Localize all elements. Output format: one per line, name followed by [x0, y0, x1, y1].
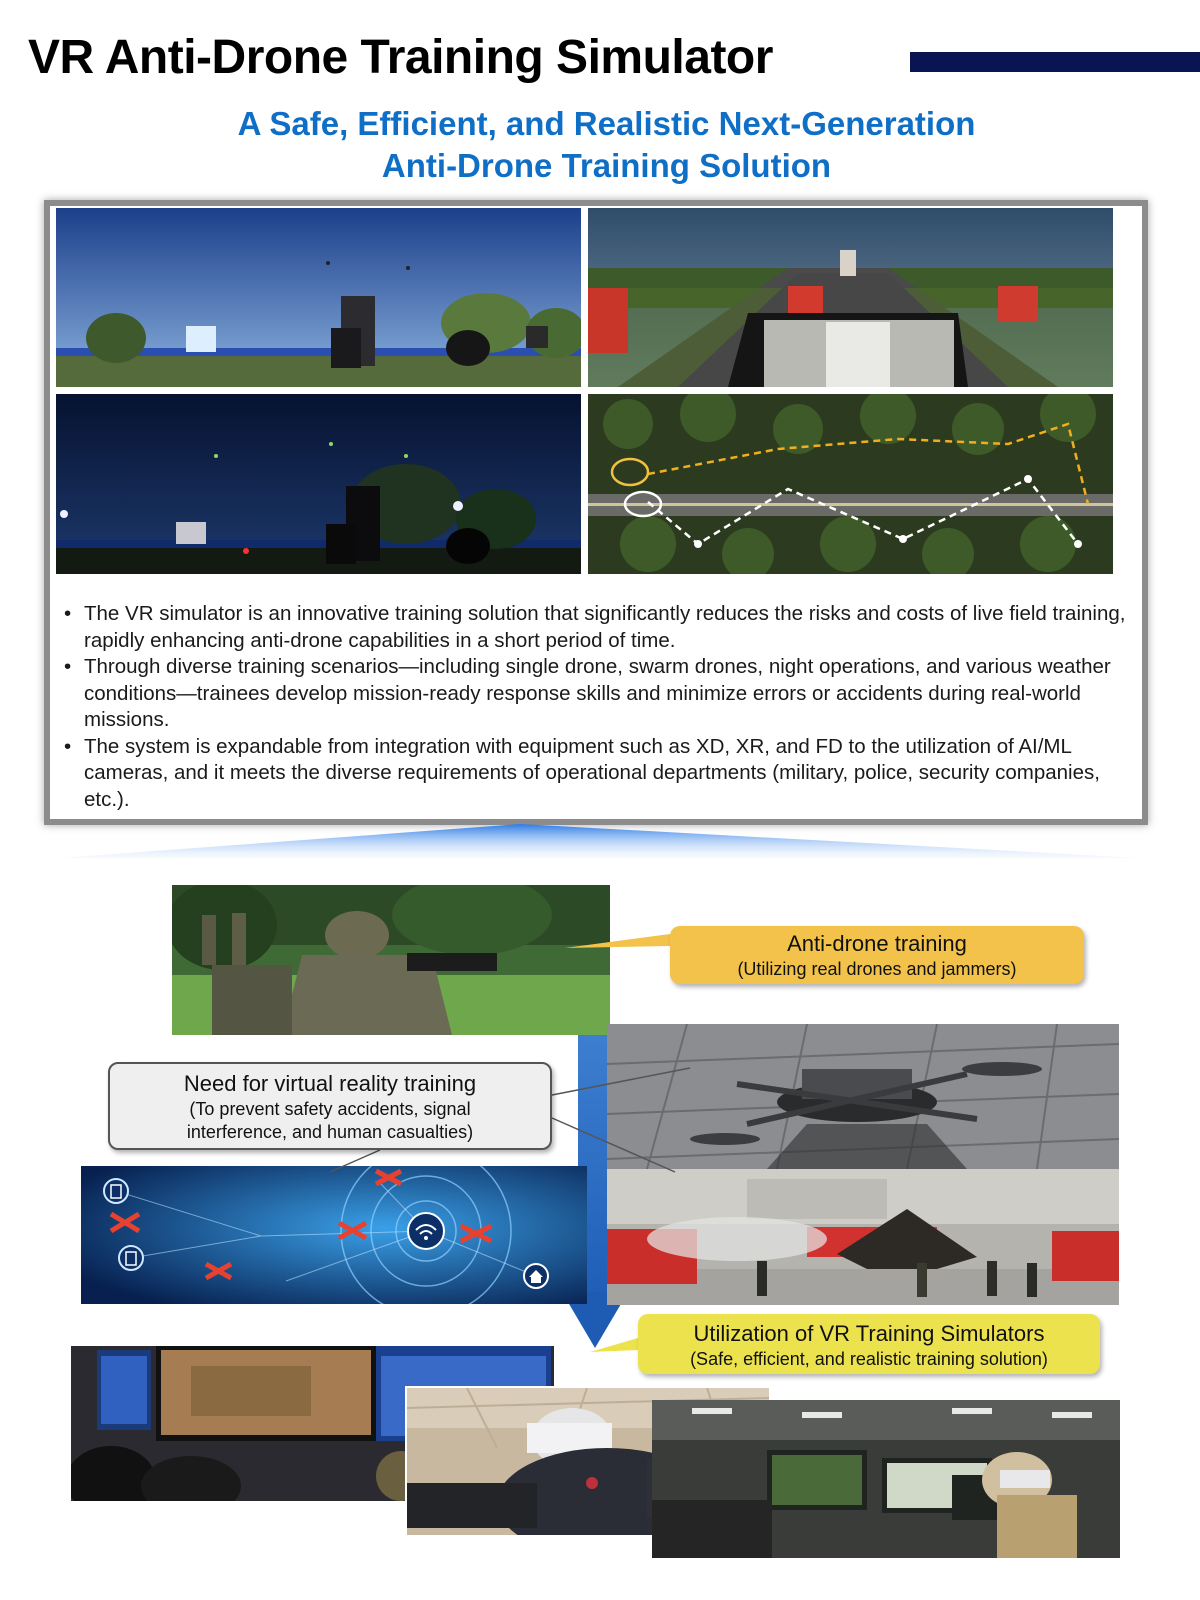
callout-vr-use-title: Utilization of VR Training Simulators — [693, 1321, 1045, 1346]
info-box — [44, 200, 1148, 825]
title-accent-bar — [910, 52, 1200, 72]
callout-vr-need — [108, 1062, 552, 1150]
photo-crash-site — [607, 1169, 1119, 1305]
bullet-item: • The VR simulator is an innovative training solution that significantly reduces the risks and costs of live field training, rapidly enhancing anti-drone capabilities in a short period of time. — [64, 601, 1134, 654]
callout-vr-use-detail: (Safe, efficient, and realistic training solution) — [690, 1349, 1048, 1369]
subtitle-line-1: A Safe, Efficient, and Realistic Next-Generation — [237, 105, 976, 142]
tablet-icon — [104, 1179, 128, 1203]
wifi-icon — [408, 1213, 444, 1249]
callout-antidrone-training — [670, 926, 1084, 984]
screenshot-aerial-path — [588, 394, 1113, 574]
callout-vr-need-title: Need for virtual reality training — [183, 1071, 477, 1096]
photo-crashed-drone — [607, 1024, 1119, 1169]
screenshot-daytime — [56, 208, 581, 387]
callout-antidrone-title: Anti-drone training — [787, 931, 967, 956]
feature-bullet-list — [64, 601, 1134, 813]
bullet-item: • Through diverse training scenarios—including single drone, swarm drones, night operations, and various weather conditions—trainees develop mission-ready response skills and minimize errors or accidents during real-world missions. — [64, 654, 1134, 734]
callout-vr-utilization — [638, 1314, 1100, 1374]
callout-vr-need-detail: (To prevent safety accidents, signal interference, and human casualties) — [186, 1099, 474, 1142]
photo-signal-interference — [81, 1166, 587, 1304]
page-subtitle — [0, 103, 1200, 187]
section-divider-funnel — [60, 822, 1140, 882]
bullet-item: • The system is expandable from integration with equipment such as XD, XR, and FD to the utilization of AI/ML cameras, and it meets the diverse requirements of operational departments (military, police, security companies, etc.). — [64, 734, 1134, 814]
callout-antidrone-detail: (Utilizing real drones and jammers) — [737, 959, 1017, 979]
screenshot-rainy-road — [588, 208, 1113, 387]
page-title: VR Anti-Drone Training Simulator — [28, 31, 773, 84]
tablet-icon — [119, 1246, 143, 1270]
screenshot-night — [56, 394, 581, 574]
photo-soldier-jammer — [172, 885, 610, 1035]
photo-vr-training-room — [652, 1400, 1120, 1558]
subtitle-line-2: Anti-Drone Training Solution — [381, 147, 832, 184]
home-icon — [524, 1264, 548, 1288]
